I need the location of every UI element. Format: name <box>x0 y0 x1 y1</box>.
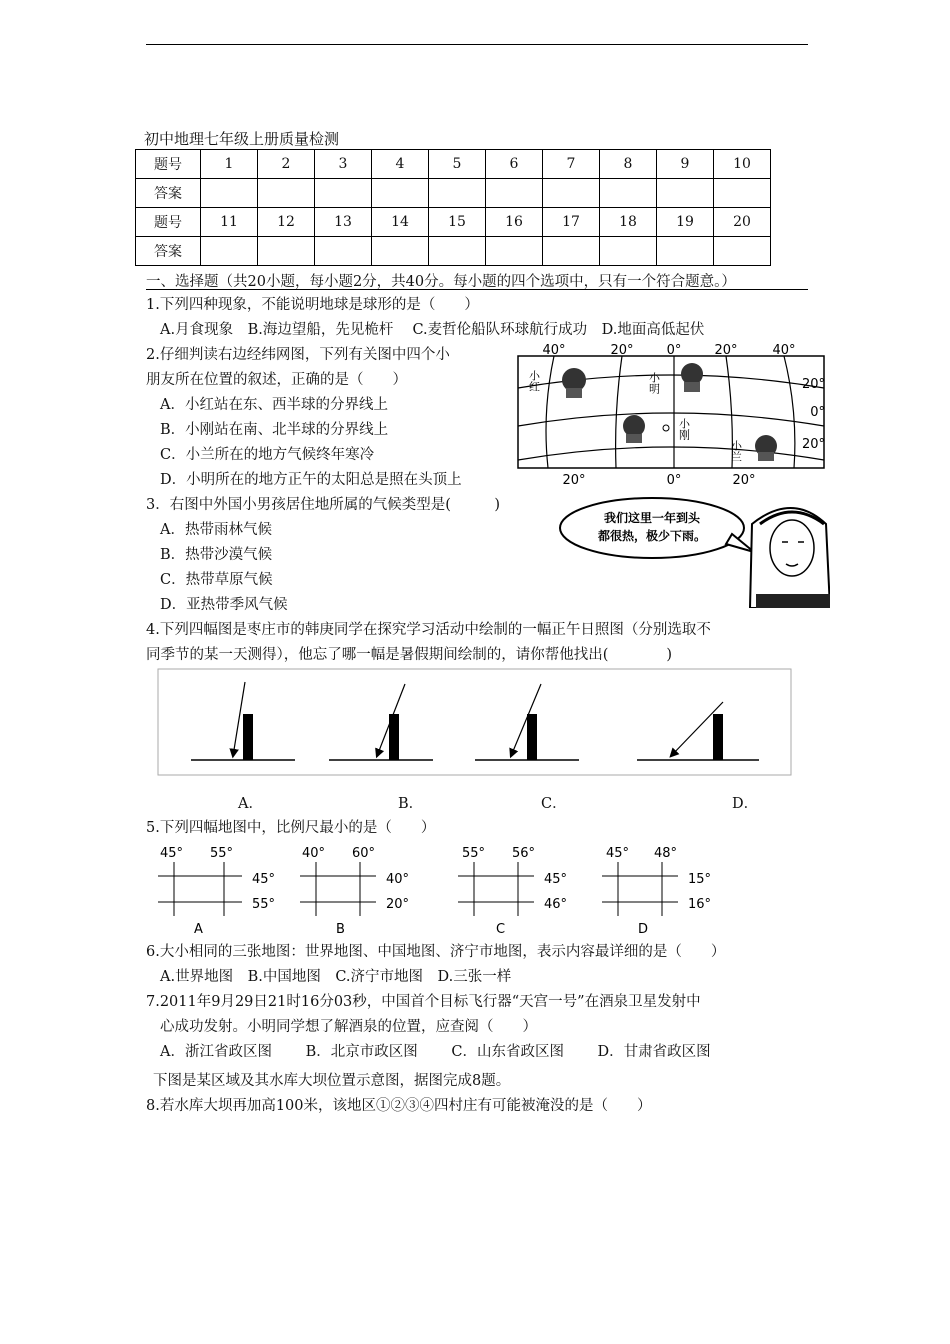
child-name: 小红 <box>527 370 541 392</box>
answer-cell[interactable] <box>657 179 714 208</box>
grid-map-a <box>158 846 275 937</box>
q4-stem-1: 4.下列四幅图是枣庄市的韩庚同学在探究学习活动中绘制的一幅正午日照图（分别选取不 <box>146 622 711 638</box>
speech-bubble <box>560 498 744 558</box>
q2-stem-2: 朋友所在位置的叙述，正确的是（ ） <box>146 372 407 388</box>
child-xiaogang-figure <box>623 415 669 443</box>
svg-text:55°: 55° <box>252 897 276 912</box>
section-underline <box>146 289 808 290</box>
answer-cell[interactable] <box>600 237 657 266</box>
scale-maps-figure <box>150 840 730 940</box>
lon-label: 20° <box>732 473 756 488</box>
lon-label: 40° <box>772 343 796 358</box>
table-cell: 4 <box>372 150 429 179</box>
answer-table <box>135 149 771 266</box>
q3-stem: 3．右图中外国小男孩居住地所属的气候类型是( ) <box>146 497 501 513</box>
svg-text:45°: 45° <box>160 846 184 861</box>
diagram-b <box>329 684 433 760</box>
row-label: 题号 <box>136 150 201 179</box>
svg-text:48°: 48° <box>654 846 678 861</box>
child-xiaolan-figure <box>755 435 777 461</box>
diagram-c <box>475 684 579 760</box>
q4-label-a: A． <box>238 796 263 812</box>
table-cell: 2 <box>258 150 315 179</box>
q1-options: A.月食现象 B.海边望船，先见桅杆 C.麦哲伦船队环球航行成功 D.地面高低起伏 <box>160 322 705 338</box>
lon-label: 0° <box>666 473 682 488</box>
table-cell: 9 <box>657 150 714 179</box>
q2-option-d: D．小明所在的地方正午的太阳总是照在头顶上 <box>160 472 462 488</box>
table-cell: 17 <box>543 208 600 237</box>
q2-option-c: C．小兰所在的地方气候终年寒冷 <box>160 447 375 463</box>
answer-cell[interactable] <box>315 179 372 208</box>
answer-cell[interactable] <box>543 179 600 208</box>
answer-cell[interactable] <box>201 179 258 208</box>
svg-text:A: A <box>194 922 203 937</box>
svg-text:55°: 55° <box>210 846 234 861</box>
answer-cell[interactable] <box>315 237 372 266</box>
svg-text:16°: 16° <box>688 897 712 912</box>
child-name: 小刚 <box>677 418 691 440</box>
table-cell: 12 <box>258 208 315 237</box>
lat-label: 0° <box>810 405 825 420</box>
q2-option-a: A．小红站在东、西半球的分界线上 <box>160 397 388 413</box>
speech-figure <box>556 494 830 608</box>
table-cell: 18 <box>600 208 657 237</box>
child-xiaohong-figure <box>562 368 586 398</box>
q5-stem: 5.下列四幅地图中，比例尺最小的是（ ） <box>146 820 436 836</box>
q8-stem: 8.若水库大坝再加高100米，该地区①②③④四村庄有可能被淹没的是（ ） <box>146 1098 652 1114</box>
q4-label-d: D． <box>732 796 759 812</box>
svg-text:45°: 45° <box>544 872 568 887</box>
table-cell: 8 <box>600 150 657 179</box>
q4-label-b: B． <box>398 796 424 812</box>
table-cell: 15 <box>429 208 486 237</box>
person-illustration <box>750 508 830 608</box>
svg-text:60°: 60° <box>352 846 376 861</box>
q1-stem: 1.下列四种现象，不能说明地球是球形的是（ ） <box>146 297 479 313</box>
table-cell: 20 <box>714 208 771 237</box>
svg-text:46°: 46° <box>544 897 568 912</box>
q3-option-a: A．热带雨林气候 <box>160 522 272 538</box>
figure-frame <box>518 356 824 468</box>
child-name: 小明 <box>647 372 661 394</box>
svg-text:40°: 40° <box>386 872 410 887</box>
grid-map-b <box>300 846 409 937</box>
q7-stem-2: 心成功发射。小明同学想了解酒泉的位置，应查阅（ ） <box>160 1019 537 1035</box>
q3-option-b: B．热带沙漠气候 <box>160 547 273 563</box>
answer-cell[interactable] <box>201 237 258 266</box>
svg-text:55°: 55° <box>462 846 486 861</box>
table-row <box>136 179 771 208</box>
latitude-line <box>518 413 824 426</box>
svg-text:B: B <box>336 922 345 937</box>
page-title: 初中地理七年级上册质量检测 <box>144 130 340 148</box>
grid-map-d <box>602 846 711 937</box>
lon-label: 20° <box>562 473 586 488</box>
lat-label: 20° <box>801 377 825 392</box>
row-label: 题号 <box>136 208 201 237</box>
table-cell: 10 <box>714 150 771 179</box>
meridian-line <box>616 356 622 468</box>
answer-cell[interactable] <box>657 237 714 266</box>
svg-text:56°: 56° <box>512 846 536 861</box>
q8-intro-note: 下图是某区域及其水库大坝位置示意图，据图完成8题。 <box>153 1073 511 1089</box>
answer-cell[interactable] <box>372 179 429 208</box>
table-cell: 5 <box>429 150 486 179</box>
lat-label: 20° <box>801 437 825 452</box>
table-cell: 16 <box>486 208 543 237</box>
diagram-a <box>191 682 295 760</box>
q4-label-c: C． <box>541 796 567 812</box>
table-cell: 1 <box>201 150 258 179</box>
child-name: 小兰 <box>729 440 743 462</box>
diagram-d <box>637 702 759 760</box>
answer-cell[interactable] <box>714 179 771 208</box>
q2-stem-1: 2.仔细判读右边经纬网图，下列有关图中四个小 <box>146 347 450 363</box>
answer-cell[interactable] <box>486 179 543 208</box>
meridian-line <box>784 356 795 468</box>
q7-options: A．浙江省政区图 B．北京市政区图 C．山东省政区图 D．甘肃省政区图 <box>160 1044 711 1060</box>
q4-stem-2: 同季节的某一天测得），他忘了哪一幅是暑假期间绘制的，请你帮他找出( ) <box>146 647 673 663</box>
bubble-text: 我们这里一年到头 <box>603 511 701 525</box>
lon-label: 40° <box>542 343 566 358</box>
bubble-text: 都很热，极少下雨。 <box>597 529 707 543</box>
meridian-line <box>546 356 554 468</box>
table-cell: 6 <box>486 150 543 179</box>
table-row <box>136 208 771 237</box>
table-cell: 14 <box>372 208 429 237</box>
answer-cell[interactable] <box>486 237 543 266</box>
table-cell: 13 <box>315 208 372 237</box>
answer-cell[interactable] <box>429 179 486 208</box>
answer-cell[interactable] <box>258 179 315 208</box>
lon-label: 0° <box>666 343 682 358</box>
table-cell: 19 <box>657 208 714 237</box>
q7-stem-1: 7.2011年9月29日21时16分03秒，中国首个目标飞行器“天宫一号”在酒泉卫星发射中 <box>146 994 701 1010</box>
table-cell: 7 <box>543 150 600 179</box>
table-cell: 3 <box>315 150 372 179</box>
answer-cell[interactable] <box>372 237 429 266</box>
svg-text:40°: 40° <box>302 846 326 861</box>
q3-option-c: C．热带草原气候 <box>160 572 273 588</box>
answer-cell[interactable] <box>600 179 657 208</box>
svg-text:20°: 20° <box>386 897 410 912</box>
row-label: 答案 <box>136 179 201 208</box>
graticule-figure <box>514 342 826 490</box>
table-cell: 11 <box>201 208 258 237</box>
grid-map-c <box>458 846 567 937</box>
q6-options: A.世界地图 B.中国地图 C.济宁市地图 D.三张一样 <box>160 969 512 985</box>
latitude-line <box>518 447 824 460</box>
table-row <box>136 150 771 179</box>
table-row <box>136 237 771 266</box>
answer-cell[interactable] <box>543 237 600 266</box>
row-label: 答案 <box>136 237 201 266</box>
lon-label: 20° <box>714 343 738 358</box>
svg-text:15°: 15° <box>688 872 712 887</box>
section-heading: 一、选择题（共20小题，每小题2分，共40分。每小题的四个选项中，只有一个符合题意。） <box>146 274 736 290</box>
q6-stem: 6.大小相同的三张地图：世界地图、中国地图、济宁市地图，表示内容最详细的是（ ） <box>146 944 726 960</box>
q3-option-d: D．亚热带季风气候 <box>160 597 288 613</box>
svg-text:45°: 45° <box>252 872 276 887</box>
svg-text:45°: 45° <box>606 846 630 861</box>
answer-cell[interactable] <box>258 237 315 266</box>
lon-label: 20° <box>610 343 634 358</box>
child-xiaoming-figure <box>681 363 703 392</box>
header-rule <box>146 44 808 45</box>
svg-text:C: C <box>496 922 506 937</box>
sun-angle-figure <box>157 668 793 778</box>
q2-option-b: B．小刚站在南、北半球的分界线上 <box>160 422 389 438</box>
answer-cell[interactable] <box>714 237 771 266</box>
answer-cell[interactable] <box>429 237 486 266</box>
svg-text:D: D <box>638 922 649 937</box>
